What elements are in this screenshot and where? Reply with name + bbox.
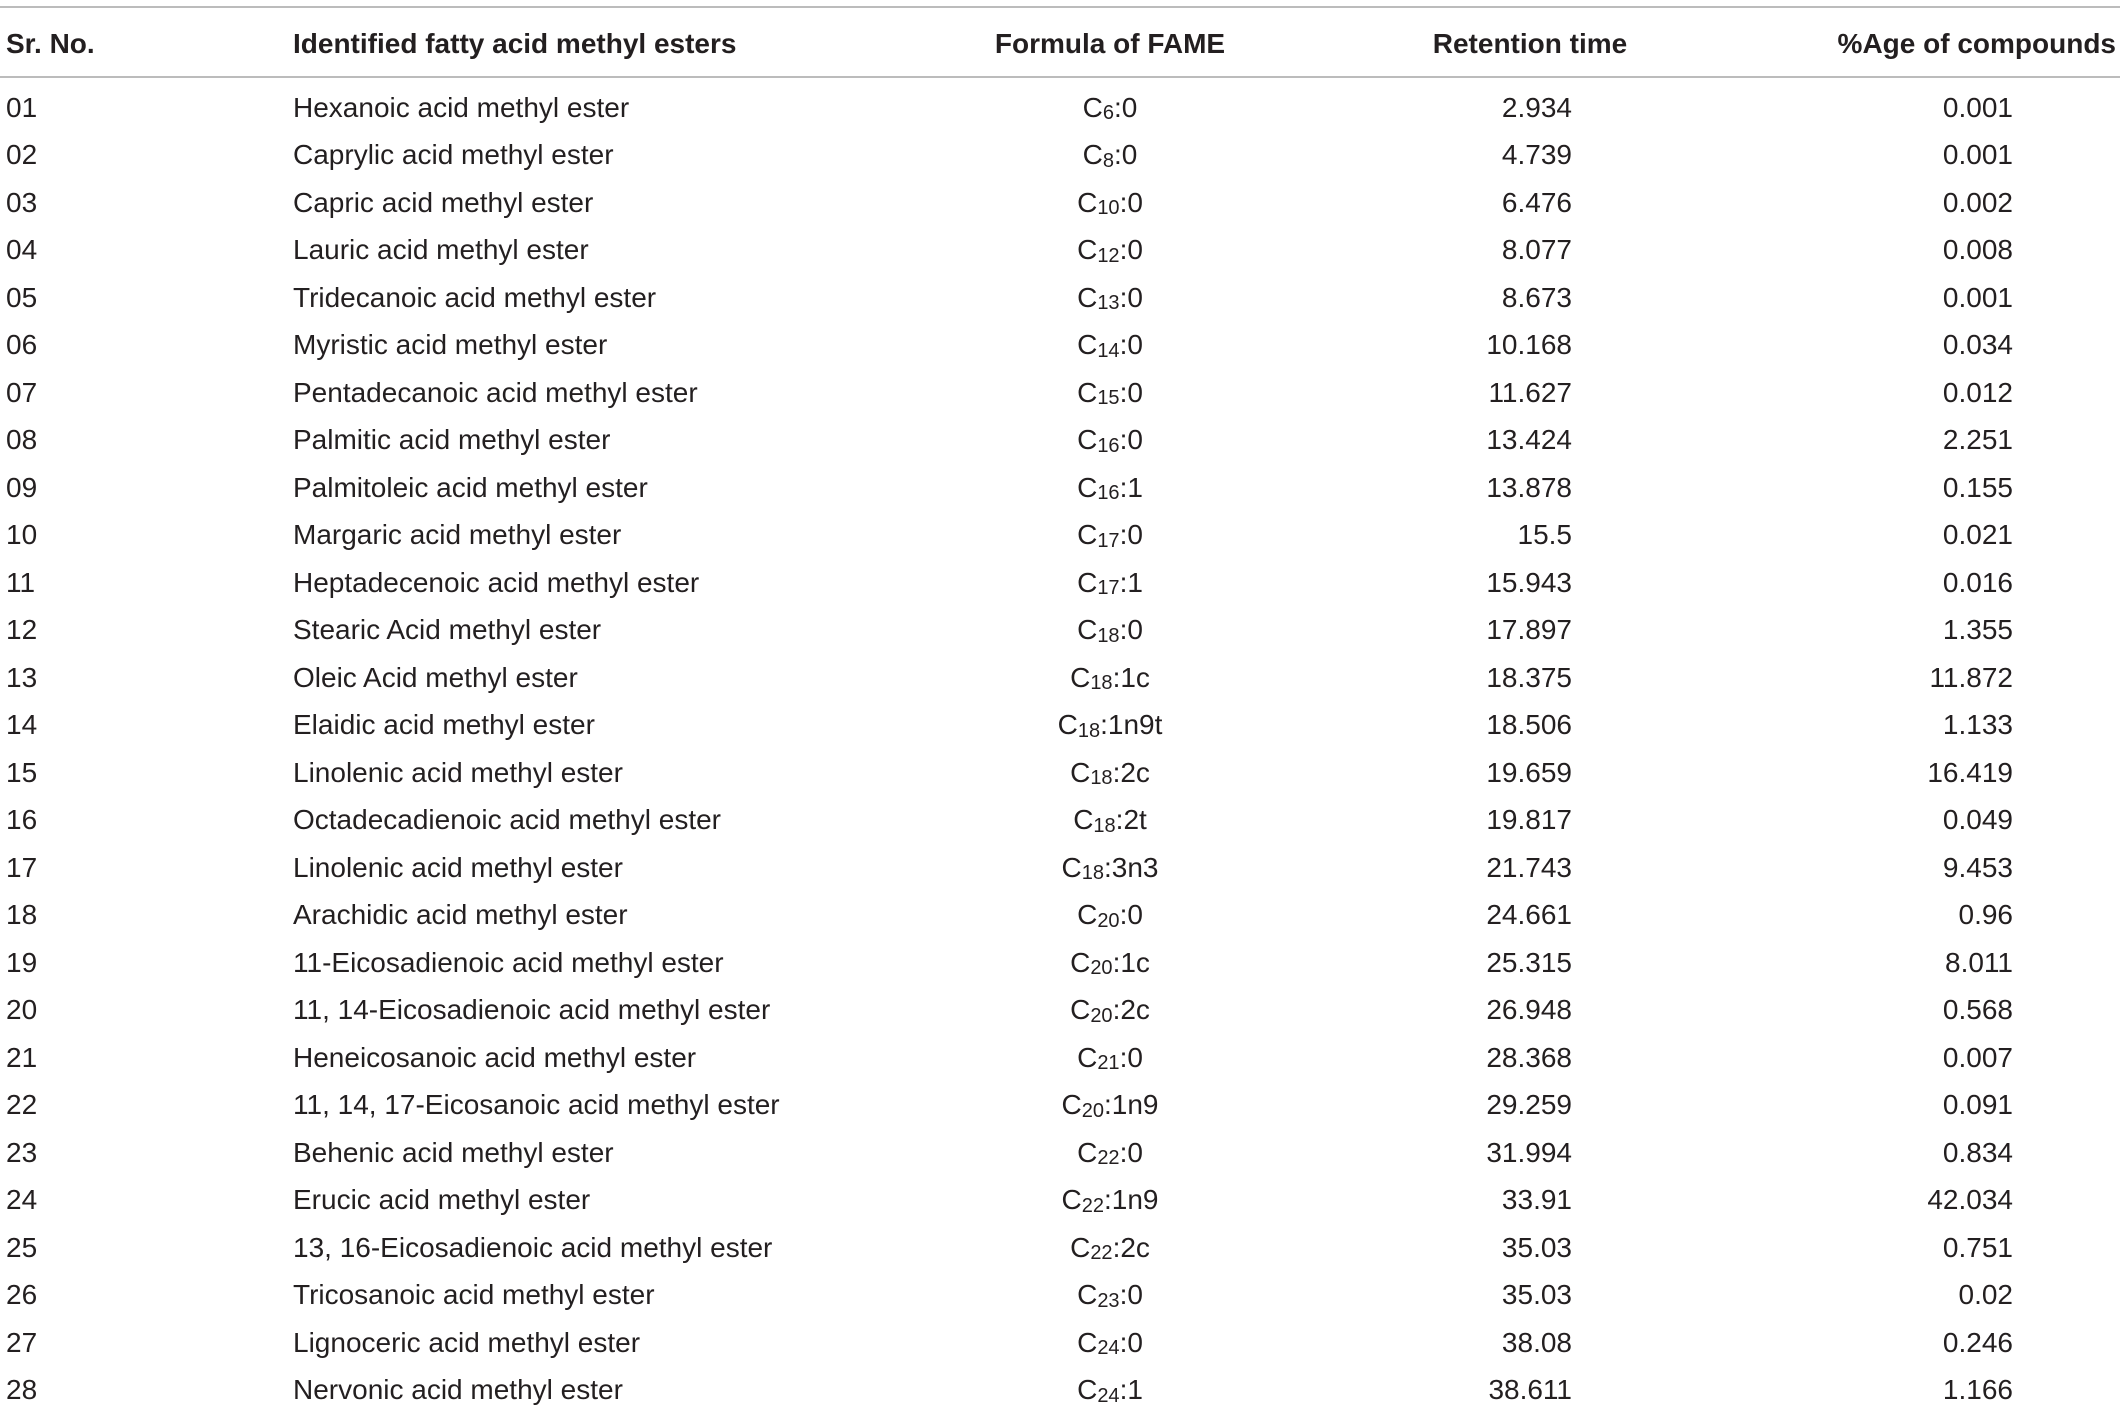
formula-suffix: :2c: [1113, 994, 1150, 1026]
cell-formula: [940, 559, 1280, 607]
table-row: [0, 274, 2120, 322]
formula-base: C: [1083, 92, 1103, 124]
cell-retention-time: 38.611: [1360, 1367, 1572, 1414]
formula-base: C: [1077, 1327, 1097, 1359]
cell-formula: [940, 322, 1280, 370]
cell-sr-no: 18: [6, 892, 37, 940]
cell-formula: [940, 1177, 1280, 1225]
table-row: [0, 322, 2120, 370]
cell-sr-no: 03: [6, 179, 37, 227]
formula-base: C: [1062, 852, 1082, 884]
formula-subscript: 15: [1097, 387, 1119, 410]
cell-sr-no: 14: [6, 702, 37, 750]
formula-subscript: 18: [1097, 625, 1119, 648]
formula-base: C: [1083, 139, 1103, 171]
formula-subscript: 21: [1097, 1052, 1119, 1075]
formula-subscript: 16: [1097, 435, 1119, 458]
table-row: [0, 749, 2120, 797]
formula-base: C: [1077, 614, 1097, 646]
formula-subscript: 20: [1090, 1005, 1112, 1028]
cell-retention-time: 35.03: [1360, 1224, 1572, 1272]
cell-name: Arachidic acid methyl ester: [293, 892, 628, 940]
formula-suffix: :0: [1120, 329, 1143, 361]
cell-formula: [940, 417, 1280, 465]
formula-base: C: [1070, 994, 1090, 1026]
formula-base: C: [1062, 1089, 1082, 1121]
formula-subscript: 18: [1090, 672, 1112, 695]
formula-subscript: 16: [1097, 482, 1119, 505]
formula-base: C: [1070, 947, 1090, 979]
cell-formula: [940, 512, 1280, 560]
formula-subscript: 12: [1097, 245, 1119, 268]
cell-percent: 0.246: [1780, 1319, 2013, 1367]
cell-percent: 0.96: [1780, 892, 2013, 940]
cell-formula: [940, 84, 1280, 132]
formula-base: C: [1077, 519, 1097, 551]
cell-percent: 0.568: [1780, 987, 2013, 1035]
formula-suffix: :2c: [1113, 757, 1150, 789]
table-row: [0, 1034, 2120, 1082]
cell-formula: [940, 844, 1280, 892]
cell-name: Oleic Acid methyl ester: [293, 654, 578, 702]
table-row: [0, 797, 2120, 845]
cell-sr-no: 17: [6, 844, 37, 892]
formula-base: C: [1058, 709, 1078, 741]
cell-percent: 0.155: [1780, 464, 2013, 512]
table-row: [0, 559, 2120, 607]
cell-name: Linolenic acid methyl ester: [293, 844, 623, 892]
formula-subscript: 20: [1082, 1100, 1104, 1123]
formula-subscript: 8: [1103, 150, 1114, 173]
formula-base: C: [1070, 662, 1090, 694]
formula-subscript: 20: [1097, 910, 1119, 933]
header-sr-no: Sr. No.: [6, 20, 95, 68]
formula-suffix: :0: [1120, 282, 1143, 314]
cell-formula: [940, 132, 1280, 180]
table-row: [0, 939, 2120, 987]
formula-base: C: [1070, 757, 1090, 789]
cell-percent: 0.834: [1780, 1129, 2013, 1177]
formula-base: C: [1077, 377, 1097, 409]
formula-suffix: :3n3: [1104, 852, 1159, 884]
formula-suffix: :0: [1120, 519, 1143, 551]
cell-formula: [940, 464, 1280, 512]
cell-name: Caprylic acid methyl ester: [293, 132, 614, 180]
cell-name: Tridecanoic acid methyl ester: [293, 274, 656, 322]
cell-name: Nervonic acid methyl ester: [293, 1367, 623, 1414]
cell-formula: [940, 939, 1280, 987]
cell-formula: [940, 227, 1280, 275]
cell-sr-no: 20: [6, 987, 37, 1035]
cell-retention-time: 13.424: [1360, 417, 1572, 465]
cell-sr-no: 27: [6, 1319, 37, 1367]
cell-percent: 1.166: [1780, 1367, 2013, 1414]
formula-base: C: [1077, 567, 1097, 599]
cell-name: 11-Eicosadienoic acid methyl ester: [293, 939, 724, 987]
cell-name: Elaidic acid methyl ester: [293, 702, 595, 750]
cell-formula: [940, 1034, 1280, 1082]
cell-name: Behenic acid methyl ester: [293, 1129, 614, 1177]
cell-formula: [940, 274, 1280, 322]
formula-suffix: :1c: [1113, 947, 1150, 979]
formula-suffix: :1c: [1113, 662, 1150, 694]
table-row: [0, 512, 2120, 560]
cell-sr-no: 28: [6, 1367, 37, 1414]
cell-formula: [940, 749, 1280, 797]
formula-suffix: :1: [1120, 1374, 1143, 1406]
cell-percent: 0.012: [1780, 369, 2013, 417]
cell-sr-no: 04: [6, 227, 37, 275]
cell-percent: 0.001: [1780, 84, 2013, 132]
table-row: [0, 132, 2120, 180]
formula-suffix: :0: [1120, 234, 1143, 266]
cell-percent: 0.001: [1780, 132, 2013, 180]
cell-retention-time: 38.08: [1360, 1319, 1572, 1367]
cell-sr-no: 19: [6, 939, 37, 987]
cell-formula: [940, 179, 1280, 227]
cell-retention-time: 15.5: [1360, 512, 1572, 560]
table-row: [0, 607, 2120, 655]
formula-suffix: :0: [1120, 1137, 1143, 1169]
table-row: [0, 1319, 2120, 1367]
cell-percent: 1.133: [1780, 702, 2013, 750]
formula-subscript: 24: [1097, 1385, 1119, 1408]
cell-formula: [940, 1367, 1280, 1414]
cell-retention-time: 8.673: [1360, 274, 1572, 322]
cell-name: 11, 14, 17-Eicosanoic acid methyl ester: [293, 1082, 780, 1130]
formula-suffix: :0: [1120, 187, 1143, 219]
cell-formula: [940, 1129, 1280, 1177]
formula-suffix: :1n9t: [1100, 709, 1162, 741]
table-row: [0, 417, 2120, 465]
cell-sr-no: 21: [6, 1034, 37, 1082]
formula-base: C: [1077, 424, 1097, 456]
cell-formula: [940, 654, 1280, 702]
formula-subscript: 18: [1090, 767, 1112, 790]
cell-name: Lignoceric acid methyl ester: [293, 1319, 640, 1367]
table-row: [0, 1177, 2120, 1225]
formula-base: C: [1077, 472, 1097, 504]
cell-name: Myristic acid methyl ester: [293, 322, 607, 370]
cell-retention-time: 26.948: [1360, 987, 1572, 1035]
table-row: [0, 464, 2120, 512]
cell-retention-time: 31.994: [1360, 1129, 1572, 1177]
cell-percent: 0.007: [1780, 1034, 2013, 1082]
cell-sr-no: 24: [6, 1177, 37, 1225]
table-row: [0, 1272, 2120, 1320]
cell-retention-time: 29.259: [1360, 1082, 1572, 1130]
formula-base: C: [1077, 282, 1097, 314]
cell-percent: 0.002: [1780, 179, 2013, 227]
cell-percent: 0.016: [1780, 559, 2013, 607]
table-row: [0, 1224, 2120, 1272]
table-row: [0, 1129, 2120, 1177]
table-row: [0, 1082, 2120, 1130]
cell-formula: [940, 607, 1280, 655]
formula-suffix: :2t: [1116, 804, 1147, 836]
formula-base: C: [1073, 804, 1093, 836]
cell-percent: 0.02: [1780, 1272, 2013, 1320]
cell-retention-time: 35.03: [1360, 1272, 1572, 1320]
formula-suffix: :0: [1114, 92, 1137, 124]
cell-retention-time: 18.506: [1360, 702, 1572, 750]
cell-name: Heneicosanoic acid methyl ester: [293, 1034, 696, 1082]
cell-retention-time: 24.661: [1360, 892, 1572, 940]
cell-percent: 0.008: [1780, 227, 2013, 275]
formula-base: C: [1070, 1232, 1090, 1264]
formula-suffix: :1: [1120, 472, 1143, 504]
cell-formula: [940, 1224, 1280, 1272]
cell-sr-no: 02: [6, 132, 37, 180]
formula-subscript: 22: [1082, 1195, 1104, 1218]
formula-subscript: 6: [1103, 102, 1114, 125]
cell-sr-no: 05: [6, 274, 37, 322]
cell-retention-time: 2.934: [1360, 84, 1572, 132]
cell-formula: [940, 369, 1280, 417]
cell-sr-no: 01: [6, 84, 37, 132]
cell-retention-time: 6.476: [1360, 179, 1572, 227]
formula-subscript: 17: [1097, 577, 1119, 600]
cell-retention-time: 33.91: [1360, 1177, 1572, 1225]
cell-name: Palmitoleic acid methyl ester: [293, 464, 648, 512]
table-row: [0, 84, 2120, 132]
formula-suffix: :1: [1120, 567, 1143, 599]
formula-suffix: :0: [1120, 899, 1143, 931]
formula-base: C: [1062, 1184, 1082, 1216]
cell-name: 11, 14-Eicosadienoic acid methyl ester: [293, 987, 770, 1035]
formula-suffix: :0: [1114, 139, 1137, 171]
cell-name: Lauric acid methyl ester: [293, 227, 589, 275]
cell-retention-time: 10.168: [1360, 322, 1572, 370]
cell-retention-time: 8.077: [1360, 227, 1572, 275]
cell-retention-time: 19.817: [1360, 797, 1572, 845]
cell-name: Margaric acid methyl ester: [293, 512, 621, 560]
formula-subscript: 20: [1090, 957, 1112, 980]
cell-sr-no: 25: [6, 1224, 37, 1272]
cell-percent: 8.011: [1780, 939, 2013, 987]
table-row: [0, 844, 2120, 892]
top-rule: [0, 6, 2120, 8]
formula-suffix: :0: [1120, 1327, 1143, 1359]
cell-retention-time: 18.375: [1360, 654, 1572, 702]
cell-percent: 0.049: [1780, 797, 2013, 845]
cell-name: Palmitic acid methyl ester: [293, 417, 610, 465]
formula-base: C: [1077, 1042, 1097, 1074]
cell-percent: 0.091: [1780, 1082, 2013, 1130]
cell-formula: [940, 1319, 1280, 1367]
cell-retention-time: 28.368: [1360, 1034, 1572, 1082]
cell-retention-time: 19.659: [1360, 749, 1572, 797]
cell-name: Heptadecenoic acid methyl ester: [293, 559, 699, 607]
cell-percent: 0.021: [1780, 512, 2013, 560]
cell-sr-no: 22: [6, 1082, 37, 1130]
cell-name: Erucic acid methyl ester: [293, 1177, 590, 1225]
cell-formula: [940, 1272, 1280, 1320]
cell-sr-no: 07: [6, 369, 37, 417]
formula-subscript: 10: [1097, 197, 1119, 220]
cell-retention-time: 11.627: [1360, 369, 1572, 417]
cell-percent: 2.251: [1780, 417, 2013, 465]
cell-sr-no: 08: [6, 417, 37, 465]
cell-retention-time: 4.739: [1360, 132, 1572, 180]
cell-sr-no: 16: [6, 797, 37, 845]
formula-base: C: [1077, 1137, 1097, 1169]
formula-subscript: 24: [1097, 1337, 1119, 1360]
cell-formula: [940, 987, 1280, 1035]
cell-sr-no: 23: [6, 1129, 37, 1177]
formula-suffix: :1n9: [1104, 1184, 1159, 1216]
table-row: [0, 369, 2120, 417]
cell-retention-time: 25.315: [1360, 939, 1572, 987]
formula-subscript: 18: [1082, 862, 1104, 885]
cell-percent: 11.872: [1780, 654, 2013, 702]
cell-formula: [940, 1082, 1280, 1130]
formula-base: C: [1077, 1374, 1097, 1406]
cell-sr-no: 12: [6, 607, 37, 655]
cell-name: Tricosanoic acid methyl ester: [293, 1272, 655, 1320]
cell-percent: 1.355: [1780, 607, 2013, 655]
formula-subscript: 22: [1097, 1147, 1119, 1170]
cell-percent: 42.034: [1780, 1177, 2013, 1225]
table-row: [0, 179, 2120, 227]
cell-name: Octadecadienoic acid methyl ester: [293, 797, 721, 845]
formula-suffix: :1n9: [1104, 1089, 1159, 1121]
table-row: [0, 892, 2120, 940]
table-row: [0, 227, 2120, 275]
cell-retention-time: 21.743: [1360, 844, 1572, 892]
cell-percent: 0.751: [1780, 1224, 2013, 1272]
header-rule: [0, 76, 2120, 78]
cell-retention-time: 15.943: [1360, 559, 1572, 607]
cell-name: Hexanoic acid methyl ester: [293, 84, 629, 132]
table-row: [0, 654, 2120, 702]
header-row: [0, 20, 2120, 68]
formula-subscript: 18: [1093, 815, 1115, 838]
header-name: Identified fatty acid methyl esters: [293, 20, 736, 68]
formula-suffix: :0: [1120, 1042, 1143, 1074]
formula-subscript: 17: [1097, 530, 1119, 553]
cell-sr-no: 06: [6, 322, 37, 370]
cell-percent: 0.034: [1780, 322, 2013, 370]
table-row: [0, 987, 2120, 1035]
formula-suffix: :0: [1120, 424, 1143, 456]
cell-name: Capric acid methyl ester: [293, 179, 593, 227]
formula-subscript: 18: [1078, 720, 1100, 743]
formula-base: C: [1077, 234, 1097, 266]
cell-sr-no: 10: [6, 512, 37, 560]
formula-base: C: [1077, 187, 1097, 219]
cell-sr-no: 26: [6, 1272, 37, 1320]
table-row: [0, 1367, 2120, 1414]
header-retention-time: Retention time: [1400, 20, 1660, 68]
cell-formula: [940, 797, 1280, 845]
cell-sr-no: 11: [6, 559, 35, 607]
cell-name: 13, 16-Eicosadienoic acid methyl ester: [293, 1224, 772, 1272]
cell-formula: [940, 892, 1280, 940]
cell-percent: 0.001: [1780, 274, 2013, 322]
header-percent: %Age of compounds: [1800, 20, 2116, 68]
formula-subscript: 13: [1097, 292, 1119, 315]
cell-retention-time: 13.878: [1360, 464, 1572, 512]
formula-suffix: :0: [1120, 1279, 1143, 1311]
formula-suffix: :0: [1120, 377, 1143, 409]
formula-subscript: 22: [1090, 1242, 1112, 1265]
cell-name: Pentadecanoic acid methyl ester: [293, 369, 698, 417]
formula-subscript: 14: [1097, 340, 1119, 363]
cell-formula: [940, 702, 1280, 750]
cell-percent: 16.419: [1780, 749, 2013, 797]
header-formula: Formula of FAME: [940, 20, 1280, 68]
formula-base: C: [1077, 329, 1097, 361]
formula-subscript: 23: [1097, 1290, 1119, 1313]
formula-base: C: [1077, 1279, 1097, 1311]
cell-percent: 9.453: [1780, 844, 2013, 892]
cell-sr-no: 13: [6, 654, 37, 702]
table-row: [0, 702, 2120, 750]
cell-sr-no: 15: [6, 749, 37, 797]
cell-name: Linolenic acid methyl ester: [293, 749, 623, 797]
formula-base: C: [1077, 899, 1097, 931]
cell-retention-time: 17.897: [1360, 607, 1572, 655]
formula-suffix: :0: [1120, 614, 1143, 646]
cell-sr-no: 09: [6, 464, 37, 512]
formula-suffix: :2c: [1113, 1232, 1150, 1264]
cell-name: Stearic Acid methyl ester: [293, 607, 601, 655]
